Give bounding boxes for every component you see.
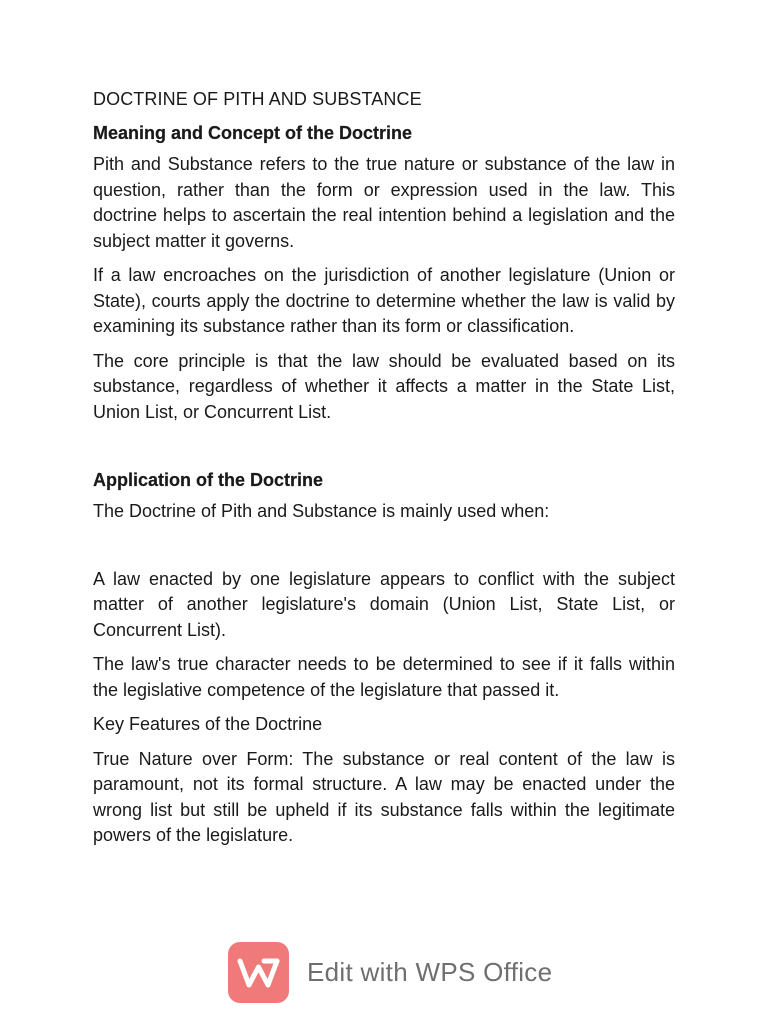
- section-heading-application: Application of the Doctrine: [93, 470, 324, 490]
- spacer: [93, 434, 675, 467]
- paragraph: The core principle is that the law should be evaluated based on its substance, regardless of whether it affects a matter in the State List, Union List, or Concurrent List.: [93, 350, 675, 422]
- paragraph: If a law encroaches on the jurisdiction of another legislature (Union or State), courts apply the doctrine to determine whether the law is valid by examining its substance rather than its form or classification.: [93, 265, 675, 336]
- document-title: DOCTRINE OF PITH AND SUBSTANCE: [93, 89, 422, 109]
- section-heading-meaning: Meaning and Concept of the Doctrine: [93, 123, 413, 143]
- document-page: [93, 86, 675, 858]
- section-heading-key-features: Key Features of the Doctrine: [93, 714, 323, 734]
- wps-banner-label: Edit with WPS Office: [307, 956, 553, 987]
- wps-logo-icon: [228, 942, 289, 1003]
- paragraph: A law enacted by one legislature appears to conflict with the subject matter of another legislature's domain (Union List, State List, or Concurrent List).: [93, 568, 675, 640]
- wps-edit-banner[interactable]: [228, 941, 552, 1003]
- paragraph: True Nature over Form: The substance or real content of the law is paramount, not its formal structure. A law may be enacted under the wrong list but still be upheld if its substance falls within the legitimate powers of the legislature.: [93, 748, 675, 845]
- paragraph: The law's true character needs to be determined to see if it falls within the legislative competence of the legislature that passed it.: [93, 654, 675, 700]
- paragraph: Pith and Substance refers to the true nature or substance of the law in question, rather than the form or expression used in the law. This doctrine helps to ascertain the real intention behind a legislation and the subject matter it governs.: [93, 154, 675, 251]
- paragraph: The Doctrine of Pith and Substance is mainly used when:: [93, 501, 550, 521]
- spacer: [93, 534, 675, 567]
